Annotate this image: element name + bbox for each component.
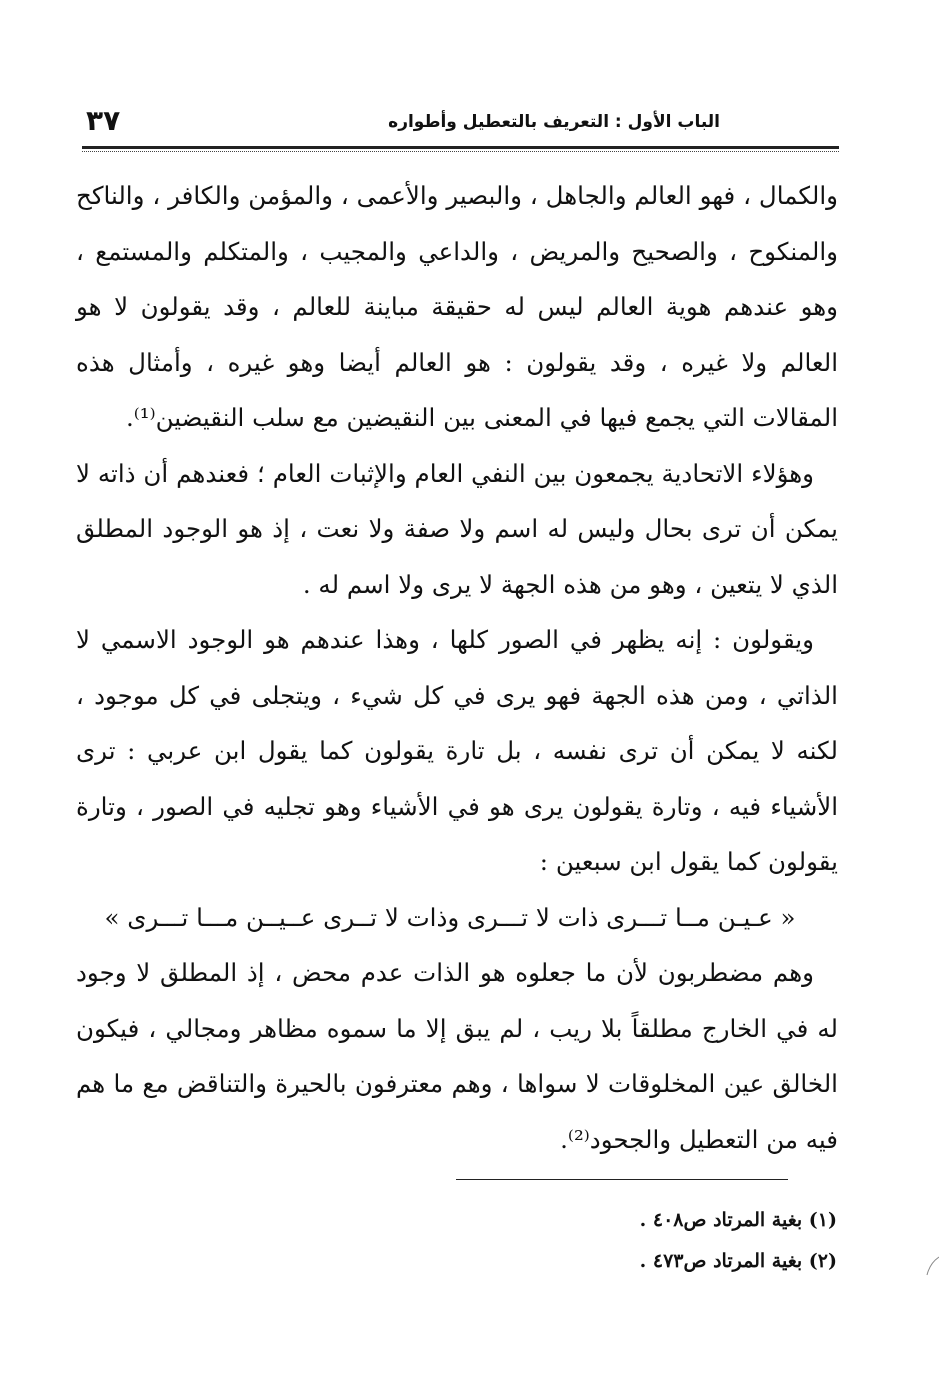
paragraph: ويقولون : إنه يظهر في الصور كلها ، وهذا عندهم هو الوجود الاسمي لا الذاتي ، ومن هذه الجهة فهو يرى في كل شيء ، ويتجلى في كل موجود ، لكنه لا يمكن أن ترى نفسه ، بل تارة يقولون كما يقول ابن عربي : ترى الأشياء فيه ، وتارة يقولون يرى هو في الأشياء وهو تجليه في الصور ، وتارة يقولون كما يقول ابن سبعين : [76,625,838,876]
page-number: ٣٧ [86,104,121,137]
footnote-item: (٢) بغية المرتاد ص٤٧٣ . [639,1250,837,1272]
running-head: الباب الأول : التعريف بالتعطيل وأطواره [388,112,720,132]
footnote-item: (١) بغية المرتاد ص٤٠٨ . [639,1209,837,1231]
paragraph: وهم مضطربون لأن ما جعلوه هو الذات عدم محض ، إذ المطلق لا وجود له في الخارج مطلقاً بلا ريب ، لم يبق إلا ما سموه مظاهر ومجالي ، فيكون الخالق عين المخلوقات لا سواها ، وهم معترفون بالحيرة والتناقض مع ما هم فيه من التعطيل والجحود⁽²⁾. [76,958,838,1154]
header-rule [82,146,839,149]
footnotes [640,1200,837,1282]
scan-edge-mark [925,1255,939,1277]
header-rule-dotted [82,151,839,152]
paragraph: وهؤلاء الاتحادية يجمعون بين النفي العام والإثبات العام ؛ فعندهم أن ذاته لا يمكن أن ترى بحال وليس له اسم ولا صفة ولا نعت ، إذ هو الوجود المطلق الذي لا يتعين ، وهو من هذه الجهة لا يرى ولا اسم له . [76,458,838,599]
page-header [78,106,838,146]
footnote-rule [456,1179,788,1180]
main-text [76,168,838,1167]
paragraph: والكمال ، فهو العالم والجاهل ، والبصير والأعمى ، والمؤمن والكافر ، والناكح والمنكوح ، والصحيح والمريض ، والداعي والمجيب ، والمتكلم والمستمع ، وهو عندهم هوية العالم ليس له حقيقة مباينة للعالم ، وقد يقولون لا هو العالم ولا غيره ، وقد يقولون : هو العالم أيضا وهو غيره ، وأمثال هذه المقالات التي يجمع فيها في المعنى بين النقيضين مع سلب النقيضين⁽¹⁾. [76,181,838,432]
verse-line: « عـيـن مــا تـــرى ذات لا تـــرى وذات لا تــرى عــيــن مـــا تـــرى » [104,902,796,932]
